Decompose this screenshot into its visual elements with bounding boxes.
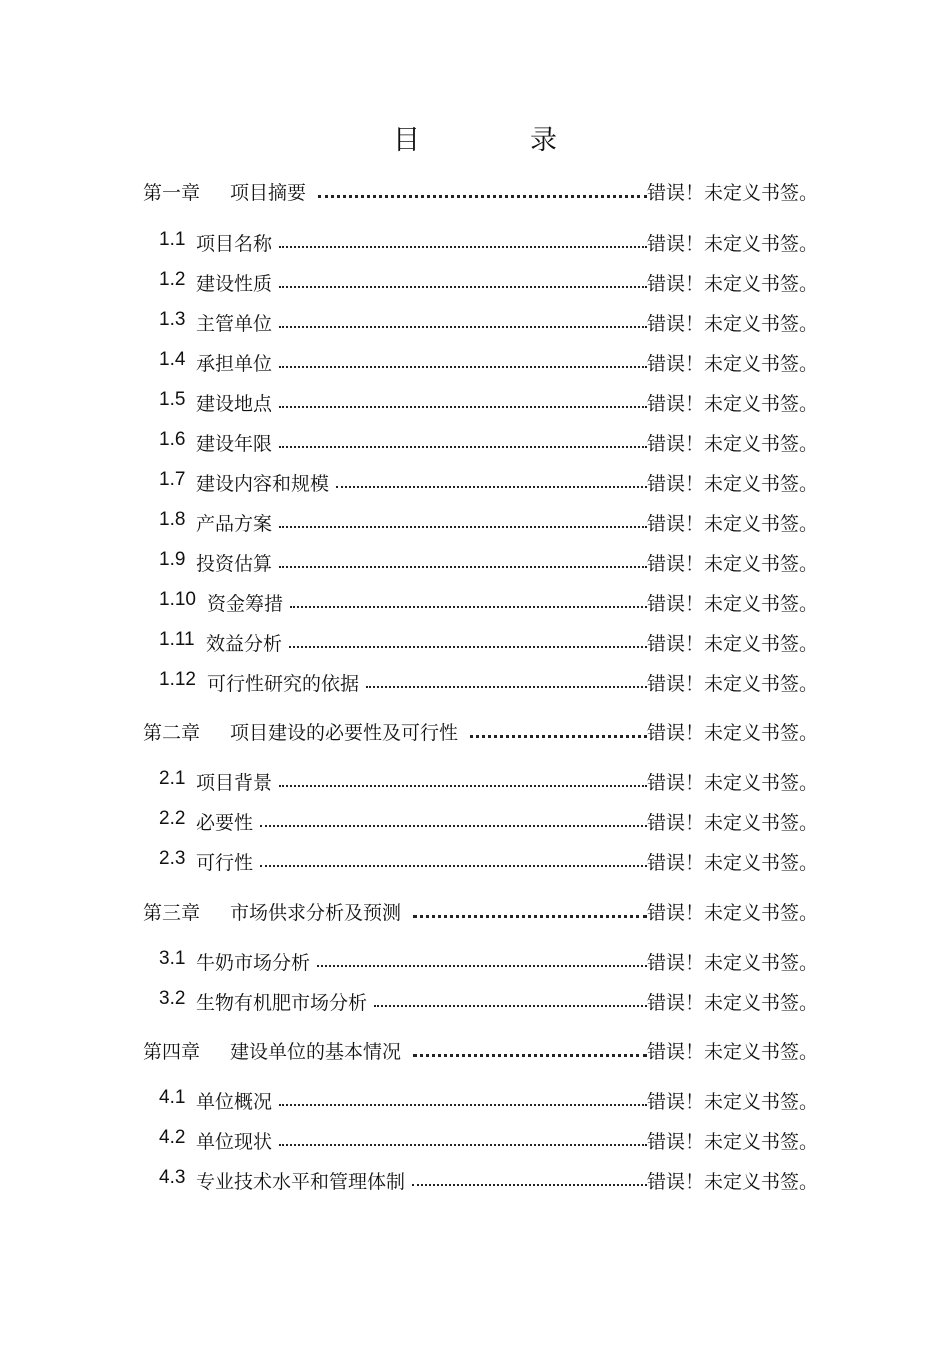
toc-chapter-entry[interactable] (0, 715, 950, 745)
toc-section-entry[interactable] (0, 805, 950, 835)
toc-chapter-entry[interactable] (0, 175, 950, 205)
toc-entry-label: 项目建设的必要性及可行性 (230, 722, 459, 744)
toc-entry-number: 1.5 (159, 389, 186, 410)
toc-entry-page: 错误！未定义书签。 (647, 313, 819, 335)
toc-entry-page: 错误！未定义书签。 (647, 633, 819, 655)
toc-entry-number: 第三章 (143, 902, 201, 924)
toc-section-entry[interactable] (0, 626, 950, 656)
toc-entry-label: 建设地点 (196, 393, 273, 415)
toc-entry-label: 项目摘要 (230, 182, 307, 204)
toc-entry-label: 项目名称 (196, 233, 273, 255)
toc-entry-label: 建设年限 (196, 433, 273, 455)
toc-entry-label: 产品方案 (196, 513, 273, 535)
toc-leader-dots (260, 825, 647, 827)
toc-entry-page: 错误！未定义书签。 (647, 772, 819, 794)
toc-leader-dots (412, 1184, 647, 1186)
toc-entry-page: 错误！未定义书签。 (647, 182, 819, 204)
toc-section-entry[interactable] (0, 985, 950, 1015)
toc-entry-label: 项目背景 (196, 772, 273, 794)
toc-entry-label: 可行性研究的依据 (207, 673, 360, 695)
toc-entry-label: 效益分析 (206, 633, 283, 655)
toc-entry-number: 2.1 (159, 768, 186, 789)
toc-section-entry[interactable] (0, 666, 950, 696)
toc-leader-dots (289, 646, 647, 648)
toc-entry-page: 错误！未定义书签。 (647, 353, 819, 375)
toc-entry-label: 资金筹措 (207, 593, 284, 615)
toc-leader-dots (279, 1144, 647, 1146)
toc-leader-dots (279, 366, 647, 368)
toc-entry-label: 承担单位 (196, 353, 273, 375)
toc-entry-number: 第二章 (143, 722, 201, 744)
toc-entry-label: 建设性质 (196, 273, 273, 295)
toc-entry-page: 错误！未定义书签。 (647, 902, 819, 924)
toc-entry-number: 1.8 (159, 509, 186, 530)
toc-entry-page: 错误！未定义书签。 (647, 812, 819, 834)
toc-leader-dots (366, 686, 647, 688)
toc-entry-number: 1.7 (159, 469, 186, 490)
toc-entry-number: 1.10 (159, 589, 196, 610)
toc-entry-page: 错误！未定义书签。 (647, 722, 819, 744)
toc-entry-page: 错误！未定义书签。 (647, 593, 819, 615)
toc-entry-page: 错误！未定义书签。 (647, 992, 819, 1014)
toc-section-entry[interactable] (0, 845, 950, 875)
toc-leader-dots (279, 566, 647, 568)
toc-section-entry[interactable] (0, 386, 950, 416)
toc-leader-dots (336, 486, 647, 488)
toc-entry-label: 主管单位 (196, 313, 273, 335)
toc-entry-label: 建设单位的基本情况 (230, 1041, 402, 1063)
toc-entry-label: 单位概况 (196, 1091, 273, 1113)
toc-leader-dots (279, 246, 647, 248)
toc-section-entry[interactable] (0, 1084, 950, 1114)
toc-section-entry[interactable] (0, 506, 950, 536)
toc-section-entry[interactable] (0, 586, 950, 616)
toc-entry-page: 错误！未定义书签。 (647, 1171, 819, 1193)
toc-entry-number: 1.4 (159, 349, 186, 370)
toc-entry-page: 错误！未定义书签。 (647, 553, 819, 575)
toc-section-entry[interactable] (0, 1124, 950, 1154)
toc-entry-page: 错误！未定义书签。 (647, 1091, 819, 1113)
toc-leader-dots (317, 965, 647, 967)
toc-entry-number: 3.2 (159, 988, 186, 1009)
toc-entry-label: 生物有机肥市场分析 (196, 992, 368, 1014)
toc-entry-page: 错误！未定义书签。 (647, 952, 819, 974)
toc-section-entry[interactable] (0, 945, 950, 975)
toc-entry-page: 错误！未定义书签。 (647, 393, 819, 415)
toc-entry-number: 1.12 (159, 669, 196, 690)
toc-title-char-1: 目 (393, 125, 420, 156)
toc-leader-dots (318, 195, 647, 198)
toc-entry-number: 第一章 (143, 182, 201, 204)
toc-section-entry[interactable] (0, 266, 950, 296)
toc-entry-number: 第四章 (143, 1041, 201, 1063)
toc-leader-dots (279, 326, 647, 328)
toc-leader-dots (279, 406, 647, 408)
toc-entry-page: 错误！未定义书签。 (647, 273, 819, 295)
toc-entry-page: 错误！未定义书签。 (647, 852, 819, 874)
toc-entry-label: 可行性 (196, 852, 254, 874)
toc-section-entry[interactable] (0, 226, 950, 256)
toc-section-entry[interactable] (0, 765, 950, 795)
toc-leader-dots (279, 785, 647, 787)
toc-section-entry[interactable] (0, 426, 950, 456)
toc-entry-label: 投资估算 (196, 553, 273, 575)
toc-entry-number: 4.2 (159, 1127, 186, 1148)
toc-entry-number: 4.1 (159, 1087, 186, 1108)
toc-entry-page: 错误！未定义书签。 (647, 473, 819, 495)
toc-entry-label: 单位现状 (196, 1131, 273, 1153)
toc-leader-dots (279, 526, 647, 528)
toc-entry-page: 错误！未定义书签。 (647, 513, 819, 535)
toc-entry-number: 4.3 (159, 1167, 186, 1188)
toc-entry-label: 专业技术水平和管理体制 (196, 1171, 406, 1193)
toc-title-char-2: 录 (530, 125, 557, 156)
toc-leader-dots (279, 446, 647, 448)
toc-leader-dots (279, 1104, 647, 1106)
toc-entry-number: 1.11 (159, 629, 195, 650)
toc-entry-page: 错误！未定义书签。 (647, 1041, 819, 1063)
toc-entry-number: 1.1 (159, 229, 186, 250)
toc-entry-number: 1.9 (159, 549, 186, 570)
toc-section-entry[interactable] (0, 306, 950, 336)
toc-leader-dots (413, 1054, 647, 1057)
toc-entry-page: 错误！未定义书签。 (647, 1131, 819, 1153)
toc-entry-number: 1.3 (159, 309, 186, 330)
toc-entry-page: 错误！未定义书签。 (647, 433, 819, 455)
toc-entry-number: 1.6 (159, 429, 186, 450)
toc-entry-number: 3.1 (159, 948, 186, 969)
toc-chapter-entry[interactable] (0, 895, 950, 925)
toc-section-entry[interactable] (0, 1164, 950, 1194)
toc-section-entry[interactable] (0, 546, 950, 576)
toc-leader-dots (279, 286, 647, 288)
toc-entry-label: 必要性 (196, 812, 254, 834)
toc-entry-number: 1.2 (159, 269, 186, 290)
toc-title (0, 118, 950, 157)
toc-leader-dots (470, 735, 647, 738)
toc-section-entry[interactable] (0, 466, 950, 496)
toc-chapter-entry[interactable] (0, 1034, 950, 1064)
toc-entry-label: 牛奶市场分析 (196, 952, 311, 974)
toc-leader-dots (413, 915, 647, 918)
toc-leader-dots (290, 606, 647, 608)
toc-section-entry[interactable] (0, 346, 950, 376)
toc-leader-dots (260, 865, 647, 867)
toc-entry-number: 2.2 (159, 808, 186, 829)
toc-entry-label: 市场供求分析及预测 (230, 902, 402, 924)
toc-entry-page: 错误！未定义书签。 (647, 233, 819, 255)
toc-entry-label: 建设内容和规模 (196, 473, 330, 495)
toc-entry-number: 2.3 (159, 848, 186, 869)
toc-leader-dots (374, 1005, 647, 1007)
toc-entry-page: 错误！未定义书签。 (647, 673, 819, 695)
